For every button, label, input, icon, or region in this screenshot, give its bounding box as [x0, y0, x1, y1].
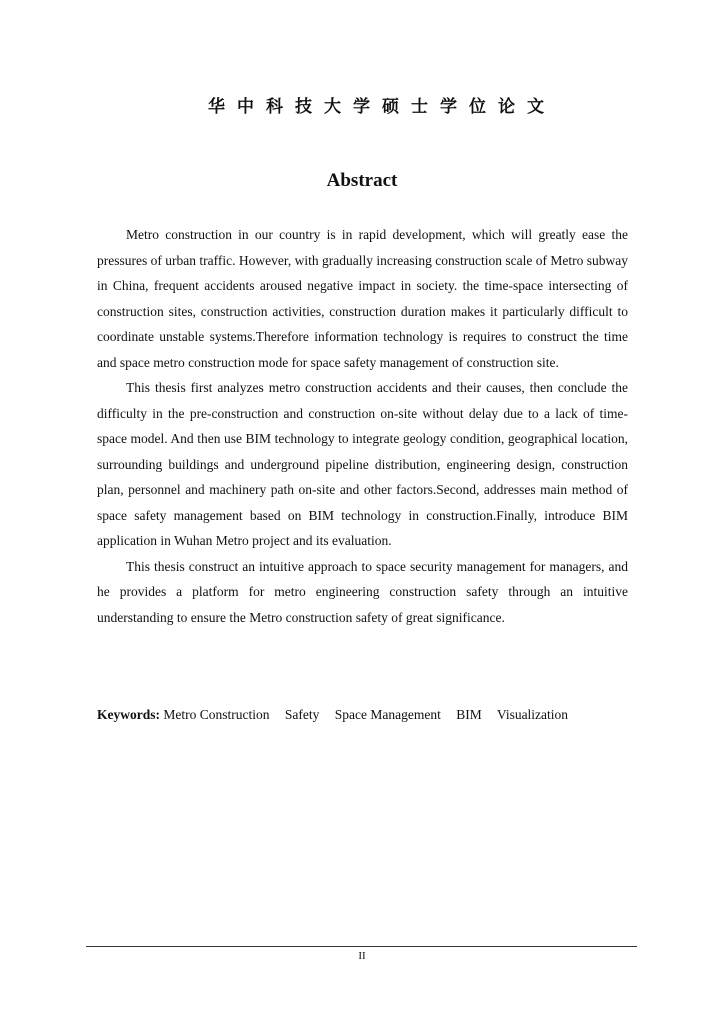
abstract-body	[97, 222, 628, 630]
page-number: II	[358, 950, 366, 962]
keyword-item: Visualization	[496, 707, 569, 722]
keyword-item: BIM	[456, 707, 482, 722]
thesis-header: 华中科技大学硕士学位论文	[208, 97, 556, 117]
keyword-item: Space Management	[334, 707, 441, 722]
abstract-paragraph-1: Metro construction in our country is in rapid development, which will greatly ease the pressures of urban traffic. However, with gradually increasing construction scale of Metro subway in China, frequent accidents aroused negative impact in society. the time-space intersecting of construction sites, construction activities, construction duration makes it particularly difficult to coordinate unstable systems.Therefore information technology is requires to construct the time and space metro construction mode for space safety management of construction site.	[97, 227, 628, 370]
keyword-item: Metro Construction	[163, 707, 270, 722]
abstract-paragraph-2: This thesis first analyzes metro construction accidents and their causes, then conclude the difficulty in the pre-construction and construction on-site without delay due to a lack of time-space model. And then use BIM technology to integrate geology condition, geographical location, surrounding buildings and underground pipeline distribution, engineering design, construction plan, personnel and machinery path on-site and other factors.Second, addresses main method of space safety management based on BIM technology in construction.Finally, introduce BIM application in Wuhan Metro project and its evaluation.	[97, 380, 628, 548]
keyword-item: Safety	[284, 707, 320, 722]
abstract-paragraph-3: This thesis construct an intuitive approach to space security management for managers, and he provides a platform for metro engineering construction safety through an intuitive understanding to ensure the Metro construction safety of great significance.	[97, 558, 628, 625]
footer-divider	[86, 946, 637, 947]
keywords-label: Keywords:	[97, 707, 160, 722]
abstract-title: Abstract	[326, 170, 398, 191]
keywords-line	[97, 705, 657, 725]
